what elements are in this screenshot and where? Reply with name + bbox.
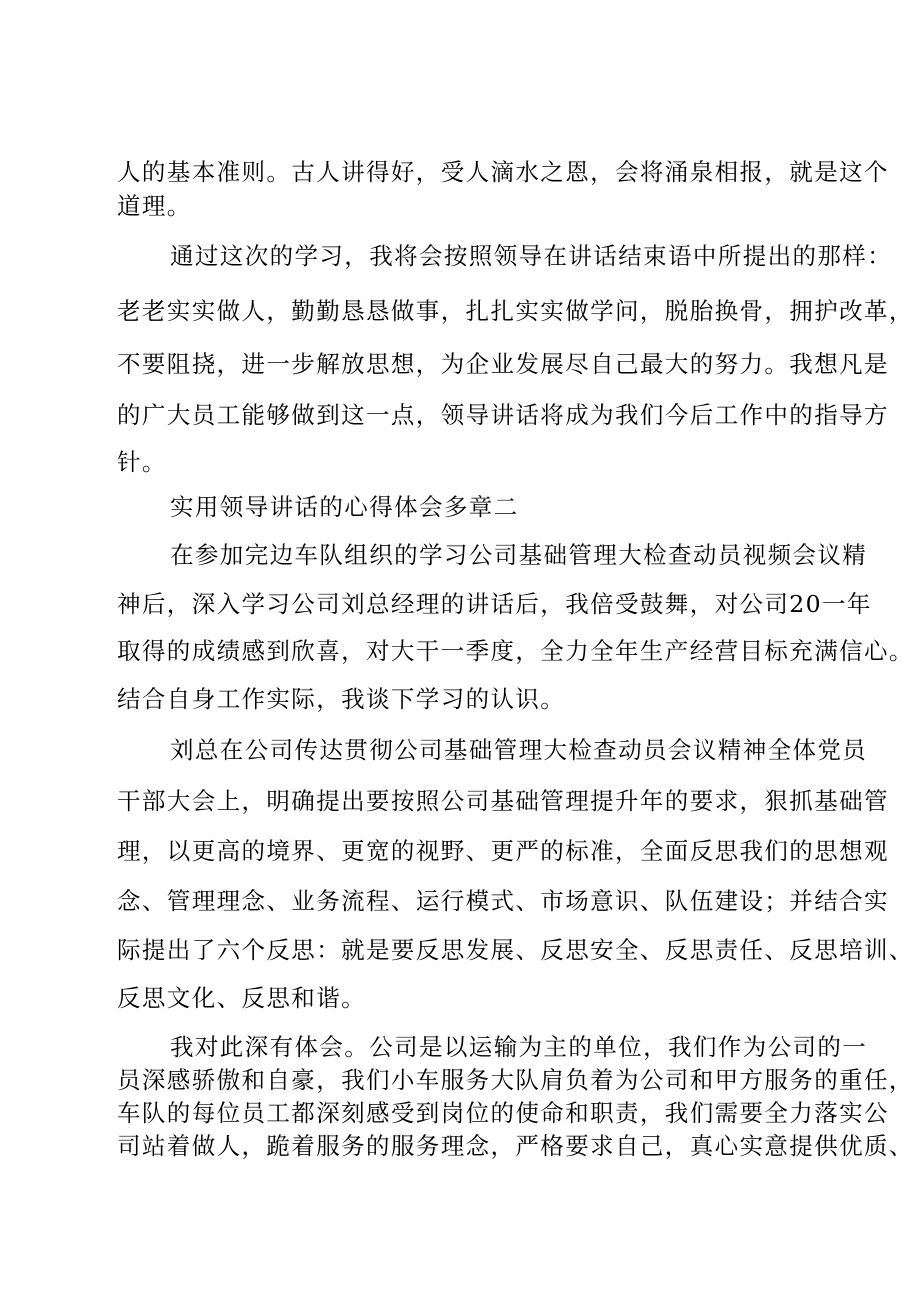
text-line-19: 我对此深有体会。公司是以运输为主的单位，我们作为公司的一 [170, 1033, 868, 1061]
text-line-21: 车队的每位员工都深刻感受到岗位的使命和职责，我们需要全力落实公 [117, 1099, 889, 1127]
text-line-10: 神后，深入学习公司刘总经理的讲话后，我倍受鼓舞，对公司20一年 [117, 590, 872, 618]
text-line-2: 道理。 [117, 192, 192, 220]
text-line-22: 司站着做人，跪着服务的服务理念，严格要求自己，真心实意提供优质、 [117, 1132, 914, 1160]
section-heading: 实用领导讲话的心得体会多章二 [170, 493, 519, 521]
text-line-1: 人的基本准则。古人讲得好，受人滴水之恩，会将涌泉相报，就是这个 [117, 158, 889, 186]
text-line-13: 刘总在公司传达贯彻公司基础管理大检查动员会议精神全体党员 [170, 736, 868, 764]
text-line-4: 老老实实做人，勤勤恳恳做事，扎扎实实做学问，脱胎换骨，拥护改革， [117, 297, 914, 325]
text-line-6: 的广大员工能够做到这一点，领导讲话将成为我们今后工作中的指导方 [117, 401, 889, 429]
text-line-20: 员深感骄傲和自豪，我们小车服务大队肩负着为公司和甲方服务的重任， [117, 1066, 914, 1094]
text-line-17: 际提出了六个反思：就是要反思发展、反思安全、反思责任、反思培训、 [117, 936, 914, 964]
text-line-14: 干部大会上，明确提出要按照公司基础管理提升年的要求，狠抓基础管 [117, 787, 889, 815]
text-line-11: 取得的成绩感到欣喜，对大干一季度，全力全年生产经营目标充满信心。 [117, 637, 914, 665]
text-line-9: 在参加完边车队组织的学习公司基础管理大检查动员视频会议精 [170, 541, 868, 569]
text-line-12: 结合自身工作实际，我谈下学习的认识。 [117, 685, 566, 713]
text-line-7: 针。 [117, 448, 167, 476]
text-line-15: 理，以更高的境界、更宽的视野、更严的标准，全面反思我们的思想观 [117, 837, 889, 865]
text-line-16: 念、管理理念、业务流程、运行模式、市场意识、队伍建设；并结合实 [117, 887, 889, 915]
text-line-5: 不要阻挠，进一步解放思想，为企业发展尽自己最大的努力。我想凡是 [117, 350, 889, 378]
text-line-18: 反思文化、反思和谐。 [117, 984, 366, 1012]
text-line-3: 通过这次的学习，我将会按照领导在讲话结束语中所提出的那样： [170, 242, 893, 270]
